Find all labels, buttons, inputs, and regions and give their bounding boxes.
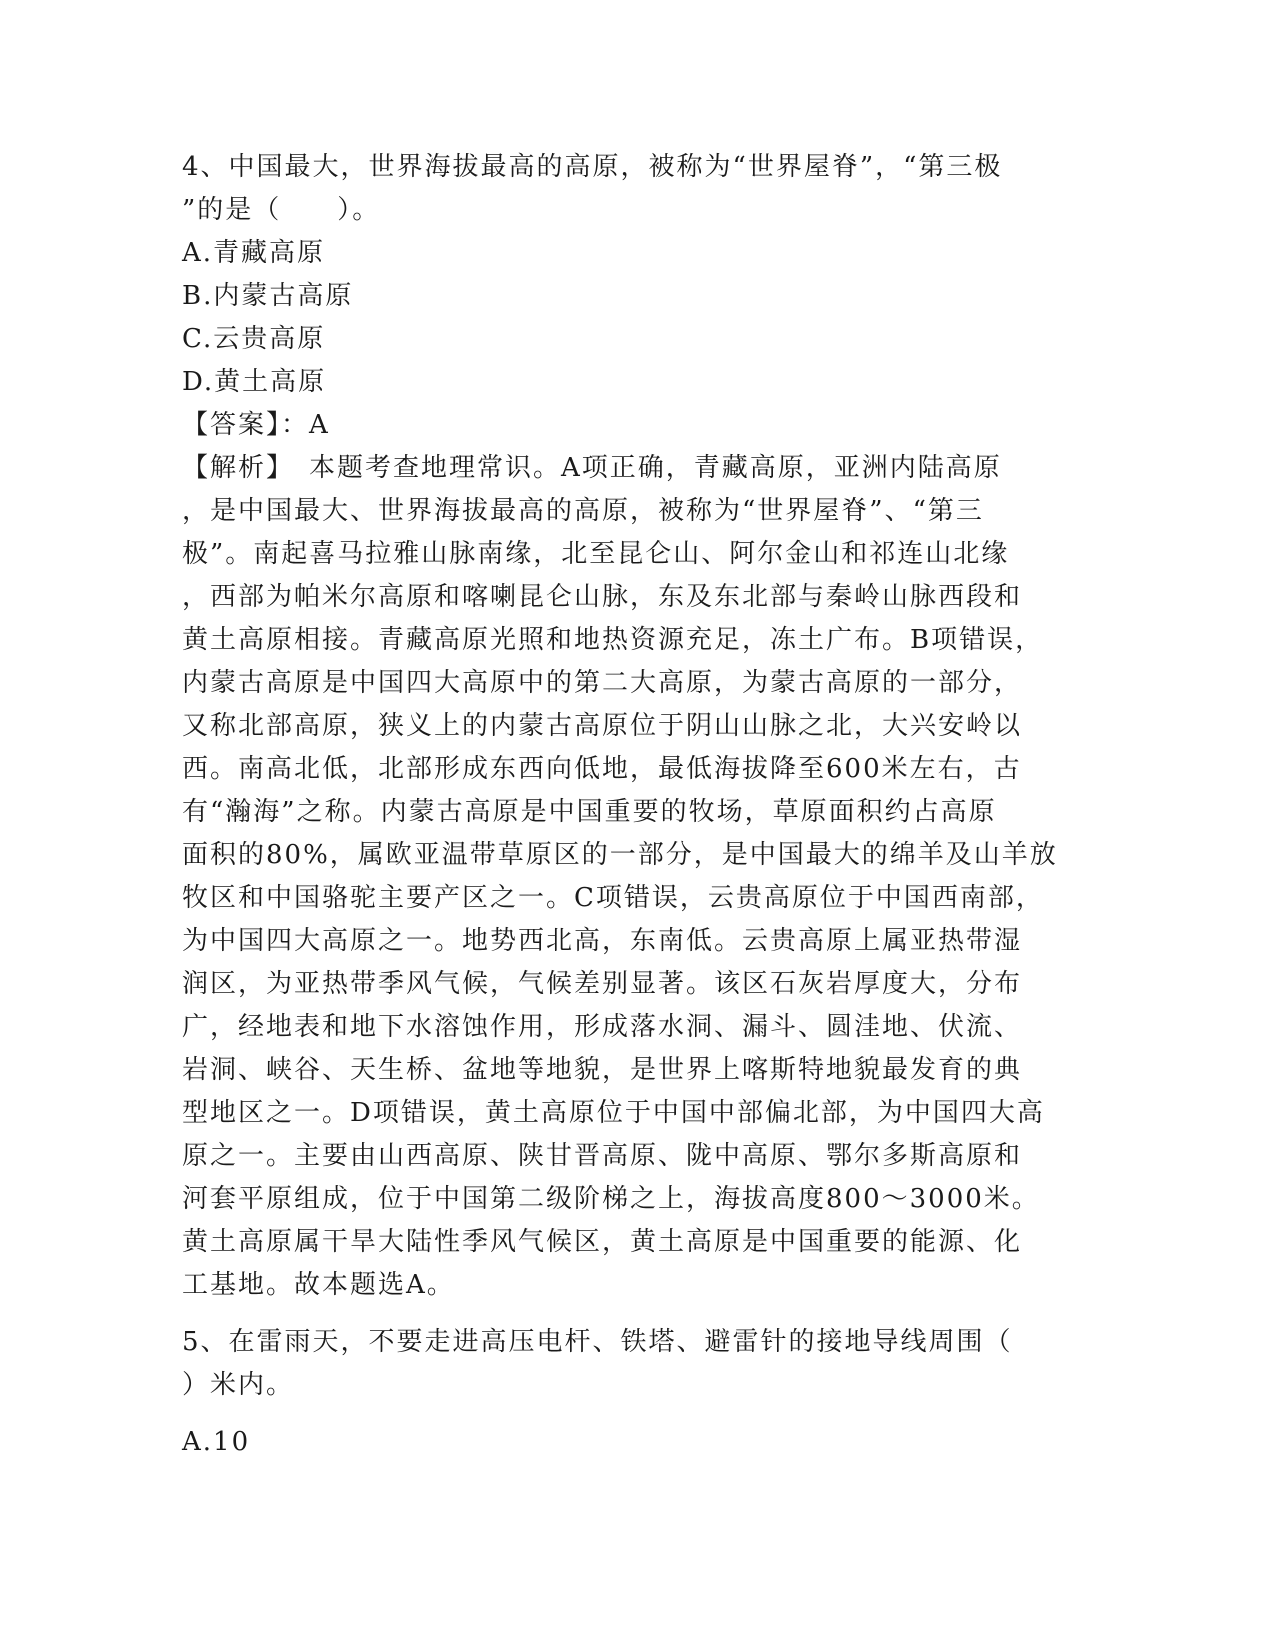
question-5-stem-line-1: 5、在雷雨天，不要走进高压电杆、铁塔、避雷针的接地导线周围（ <box>182 1327 1013 1357</box>
question-5-stem-line-2: ）米内。 <box>182 1370 295 1400</box>
analysis-line: 面积的80%，属欧亚温带草原区的一部分，是中国最大的绵羊及山羊放 <box>182 840 1058 870</box>
analysis-line: 为中国四大高原之一。地势西北高，东南低。云贵高原上属亚热带湿 <box>182 926 1023 956</box>
answer-line: 【答案】：A <box>182 410 330 440</box>
analysis-line: 极”。南起喜马拉雅山脉南缘，北至昆仑山、阿尔金山和祁连山北缘 <box>182 539 1010 569</box>
analysis-line: 河套平原组成，位于中国第二级阶梯之上，海拔高度800～3000米。 <box>182 1184 1040 1214</box>
analysis-line: 岩洞、峡谷、天生桥、盆地等地貌，是世界上喀斯特地貌最发育的典 <box>182 1055 1023 1085</box>
analysis-line: 润区，为亚热带季风气候，气候差别显著。该区石灰岩厚度大，分布 <box>182 969 1023 999</box>
option-b: B.内蒙古高原 <box>182 281 354 311</box>
question-4-stem-line-2: ”的是（ ）。 <box>182 195 381 225</box>
question-4-stem-line-1: 4、中国最大，世界海拔最高的高原，被称为“世界屋脊”，“第三极 <box>182 152 1003 182</box>
analysis-line: 工基地。故本题选A。 <box>182 1270 455 1300</box>
analysis-line: ，西部为帕米尔高原和喀喇昆仑山脉，东及东北部与秦岭山脉西段和 <box>182 582 1023 612</box>
option-a: A.青藏高原 <box>182 238 326 268</box>
option-c: C.云贵高原 <box>182 324 326 354</box>
question-5 <box>182 1321 1088 1464</box>
analysis-line: 黄土高原属干旱大陆性季风气候区，黄土高原是中国重要的能源、化 <box>182 1227 1023 1257</box>
analysis-line: 【解析】 本题考查地理常识。A项正确，青藏高原，亚洲内陆高原 <box>182 453 1002 483</box>
analysis-line: ，是中国最大、世界海拔最高的高原，被称为“世界屋脊”、“第三 <box>182 496 984 526</box>
analysis-line: 型地区之一。D项错误，黄土高原位于中国中部偏北部，为中国四大高 <box>182 1098 1045 1128</box>
analysis-block <box>182 447 1088 1307</box>
option-a: A.10 <box>182 1427 251 1457</box>
option-spacer <box>182 1407 1088 1421</box>
analysis-line: 西。南高北低，北部形成东西向低地，最低海拔降至600米左右，古 <box>182 754 1022 784</box>
question-spacer <box>182 1307 1088 1321</box>
analysis-line: 牧区和中国骆驼主要产区之一。C项错误，云贵高原位于中国西南部， <box>182 883 1044 913</box>
question-4 <box>182 146 1088 1307</box>
analysis-line: 内蒙古高原是中国四大高原中的第二大高原，为蒙古高原的一部分， <box>182 668 1023 698</box>
option-d: D.黄土高原 <box>182 367 327 397</box>
document-page <box>182 146 1088 1464</box>
analysis-line: 广，经地表和地下水溶蚀作用，形成落水洞、漏斗、圆洼地、伏流、 <box>182 1012 1023 1042</box>
analysis-line: 又称北部高原，狭义上的内蒙古高原位于阴山山脉之北，大兴安岭以 <box>182 711 1023 741</box>
analysis-line: 原之一。主要由山西高原、陕甘晋高原、陇中高原、鄂尔多斯高原和 <box>182 1141 1023 1171</box>
analysis-line: 黄土高原相接。青藏高原光照和地热资源充足，冻土广布。B项错误， <box>182 625 1044 655</box>
analysis-line: 有“瀚海”之称。内蒙古高原是中国重要的牧场，草原面积约占高原 <box>182 797 997 827</box>
